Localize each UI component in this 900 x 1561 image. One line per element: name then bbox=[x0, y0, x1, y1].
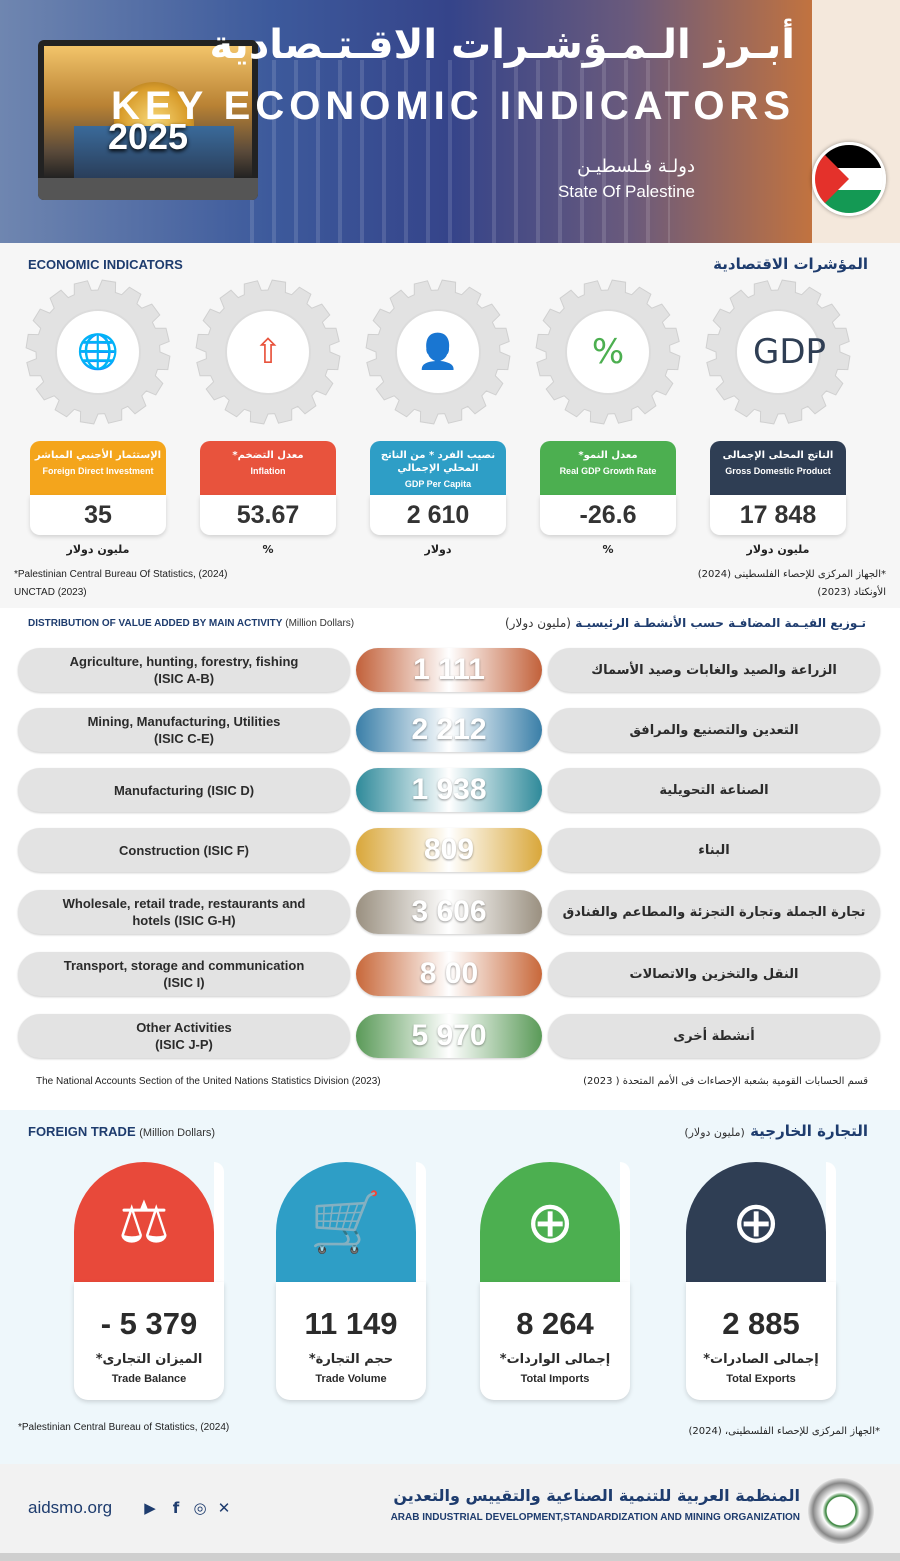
indicator-unit: % bbox=[602, 543, 614, 556]
footer bbox=[0, 1464, 900, 1561]
indicator-label: Inflation bbox=[250, 466, 286, 476]
indicator-card bbox=[30, 441, 166, 535]
trade-label-arabic: إجمالى الصادرات* bbox=[703, 1352, 819, 1367]
section-title-arabic: تـوزيع القيـمة المضافـة حسب الأنشطـة الرئيسيـة (مليون دولار) bbox=[505, 616, 866, 630]
source-note-arabic: الأونكتاد (2023) bbox=[817, 587, 886, 598]
source-note-arabic: *الجهاز المركزى للإحصاء الفلسطينى، (2024) bbox=[688, 1426, 880, 1437]
indicator-label-arabic: الإستثمار الأجنبي المباشر bbox=[34, 450, 162, 461]
youtube-icon[interactable]: ▶ bbox=[144, 1499, 156, 1517]
indicator-label: Gross Domestic Product bbox=[725, 466, 831, 476]
indicator-label-arabic: معدل النمو* bbox=[578, 450, 638, 461]
activity-row bbox=[18, 768, 880, 814]
activity-value: 1 938 bbox=[356, 768, 542, 812]
person-dollar-icon: 👤 bbox=[416, 332, 460, 372]
gear-frame bbox=[703, 277, 853, 427]
indicator-label: GDP Per Capita bbox=[404, 479, 472, 489]
x-twitter-icon[interactable]: ✕ bbox=[217, 1499, 231, 1517]
facebook-icon[interactable]: f bbox=[172, 1499, 180, 1517]
trade-label: Total Exports bbox=[726, 1373, 796, 1385]
trade-card bbox=[276, 1152, 426, 1400]
indicator-card bbox=[370, 441, 506, 535]
year-label: 2025 bbox=[107, 116, 189, 157]
instagram-icon[interactable]: ◎ bbox=[193, 1499, 207, 1517]
website-link[interactable]: aidsmo.org bbox=[28, 1498, 113, 1517]
indicator-value: 2 610 bbox=[370, 495, 506, 535]
section-title: FOREIGN TRADE (Million Dollars) bbox=[28, 1124, 216, 1139]
indicator-card bbox=[540, 441, 676, 535]
trade-card bbox=[74, 1152, 224, 1400]
source-note: *Palestinian Central Bureau Of Statistics, (2024) bbox=[14, 569, 228, 580]
activity-label: Construction (ISIC F) bbox=[18, 828, 350, 872]
activity-label-arabic: الزراعة والصيد والغابات وصيد الأسماك bbox=[548, 648, 880, 692]
activity-row bbox=[18, 952, 880, 998]
economic-indicators-section bbox=[0, 243, 900, 608]
header-banner bbox=[0, 0, 900, 243]
activity-label-arabic: البناء bbox=[548, 828, 880, 872]
indicator-card bbox=[710, 441, 846, 535]
activity-row bbox=[18, 648, 880, 694]
trade-card bbox=[480, 1152, 630, 1400]
indicator-value: -26.6 bbox=[540, 495, 676, 535]
shopping-cart-globe-icon: 🛒 bbox=[309, 1188, 383, 1256]
investment-globe-icon: 🌐 bbox=[76, 332, 120, 372]
gear-frame bbox=[23, 277, 173, 427]
indicator-label: Real GDP Growth Rate bbox=[559, 466, 657, 476]
activity-label: Agriculture, hunting, forestry, fishing (ISIC A-B) bbox=[18, 648, 350, 692]
activity-label-arabic: الصناعة التحويلية bbox=[548, 768, 880, 812]
indicator-card bbox=[200, 441, 336, 535]
organization-logo-icon bbox=[808, 1478, 874, 1544]
gear-frame bbox=[193, 277, 343, 427]
trade-value: - 5 379 bbox=[100, 1306, 198, 1341]
trade-label-arabic: الميزان التجارى* bbox=[95, 1352, 203, 1367]
palestine-flag-icon bbox=[812, 142, 886, 216]
indicator-label-arabic: الناتج المحلى الإجمالى bbox=[722, 450, 834, 461]
indicator-label-arabic: نصيب الفرد * من الناتج المحلي الإجمالي bbox=[380, 450, 496, 474]
trade-label: Trade Balance bbox=[111, 1373, 187, 1385]
activity-label: Transport, storage and communication (ISIC I) bbox=[18, 952, 350, 996]
trade-label-arabic: حجم التجارة* bbox=[308, 1352, 394, 1367]
indicator-label: Foreign Direct Investment bbox=[42, 466, 154, 476]
gear-frame bbox=[533, 277, 683, 427]
activity-value: 3 606 bbox=[356, 890, 542, 934]
indicator-label-arabic: معدل التضخم* bbox=[232, 450, 304, 461]
page-title: KEY ECONOMIC INDICATORS bbox=[111, 84, 795, 128]
source-note-arabic: قسم الحسابات القومية بشعبة الإحصاءات فى الأمم المتحدة ( 2023) bbox=[583, 1076, 868, 1087]
activity-label: Other Activities (ISIC J-P) bbox=[18, 1014, 350, 1058]
trade-label-arabic: إجمالى الواردات* bbox=[499, 1352, 611, 1367]
source-note: *Palestinian Central Bureau of Statistics, (2024) bbox=[18, 1422, 230, 1433]
activity-row bbox=[18, 708, 880, 754]
inflation-icon: ⇧ bbox=[253, 332, 283, 372]
activity-label-arabic: التعدين والتصنيع والمرافق bbox=[548, 708, 880, 752]
source-note-arabic: *الجهاز المركزى للإحصاء الفلسطينى (2024) bbox=[697, 569, 886, 580]
indicator-value: 17 848 bbox=[710, 495, 846, 535]
country-arabic: دولـة فـلسطيـن bbox=[577, 156, 695, 177]
trade-value: 8 264 bbox=[516, 1306, 594, 1341]
indicator-unit: دولار bbox=[424, 543, 452, 556]
activity-label-arabic: النقل والتخزين والاتصالات bbox=[548, 952, 880, 996]
indicator-unit: مليون دولار bbox=[66, 543, 130, 556]
trade-value: 2 885 bbox=[722, 1306, 800, 1341]
section-title-arabic: المؤشرات الاقتصادية bbox=[713, 255, 868, 273]
trade-balance-icon: ⚖ bbox=[118, 1188, 170, 1256]
value-added-section bbox=[0, 608, 900, 1110]
activity-value: 1 111 bbox=[356, 648, 542, 692]
source-note: The National Accounts Section of the United Nations Statistics Division (2023) bbox=[36, 1076, 381, 1087]
footer-bar bbox=[0, 1553, 900, 1561]
trade-label: Total Imports bbox=[520, 1373, 590, 1385]
gear-frame bbox=[363, 277, 513, 427]
activity-value: 8 00 bbox=[356, 952, 542, 996]
country-name: State Of Palestine bbox=[557, 182, 695, 201]
activity-row bbox=[18, 890, 880, 936]
growth-chart-icon: % bbox=[591, 332, 625, 372]
activity-row bbox=[18, 828, 880, 874]
indicator-value: 53.67 bbox=[200, 495, 336, 535]
source-note: UNCTAD (2023) bbox=[14, 587, 87, 598]
activity-value: 2 212 bbox=[356, 708, 542, 752]
indicator-unit: مليون دولار bbox=[746, 543, 810, 556]
globe-arrow-out-icon: ⊕ bbox=[731, 1188, 781, 1256]
section-title-arabic: التجارة الخارجية (مليون دولار) bbox=[684, 1122, 868, 1140]
organization-name: ARAB INDUSTRIAL DEVELOPMENT,STANDARDIZATION AND MINING ORGANIZATION bbox=[390, 1512, 800, 1523]
title-arabic: أبـرز الـمـؤشـرات الاقـتـصادية bbox=[209, 22, 795, 68]
activity-label: Wholesale, retail trade, restaurants and hotels (ISIC G-H) bbox=[18, 890, 350, 934]
indicator-value: 35 bbox=[30, 495, 166, 535]
activity-value: 5 970 bbox=[356, 1014, 542, 1058]
trade-value: 11 149 bbox=[304, 1306, 398, 1341]
activity-label: Manufacturing (ISIC D) bbox=[18, 768, 350, 812]
activity-label: Mining, Manufacturing, Utilities (ISIC C-E) bbox=[18, 708, 350, 752]
trade-card bbox=[686, 1152, 836, 1400]
activity-label-arabic: تجارة الجملة وتجارة التجزئة والمطاعم والفنادق bbox=[548, 890, 880, 934]
indicator-unit: % bbox=[262, 543, 274, 556]
activity-value: 809 bbox=[356, 828, 542, 872]
trade-label: Trade Volume bbox=[315, 1373, 387, 1385]
foreign-trade-section bbox=[0, 1110, 900, 1464]
organization-name-arabic: المنظمة العربية للتنمية الصناعية والتقييس والتعدين bbox=[393, 1486, 800, 1505]
globe-arrow-in-icon: ⊕ bbox=[525, 1188, 575, 1256]
activity-row bbox=[18, 1014, 880, 1060]
gdp-globe-icon: GDP bbox=[753, 332, 827, 372]
section-title: ECONOMIC INDICATORS bbox=[28, 257, 183, 272]
section-title: DISTRIBUTION OF VALUE ADDED BY MAIN ACTIVITY (Million Dollars) bbox=[28, 618, 355, 629]
activity-label-arabic: أنشطة أخرى bbox=[548, 1014, 880, 1058]
